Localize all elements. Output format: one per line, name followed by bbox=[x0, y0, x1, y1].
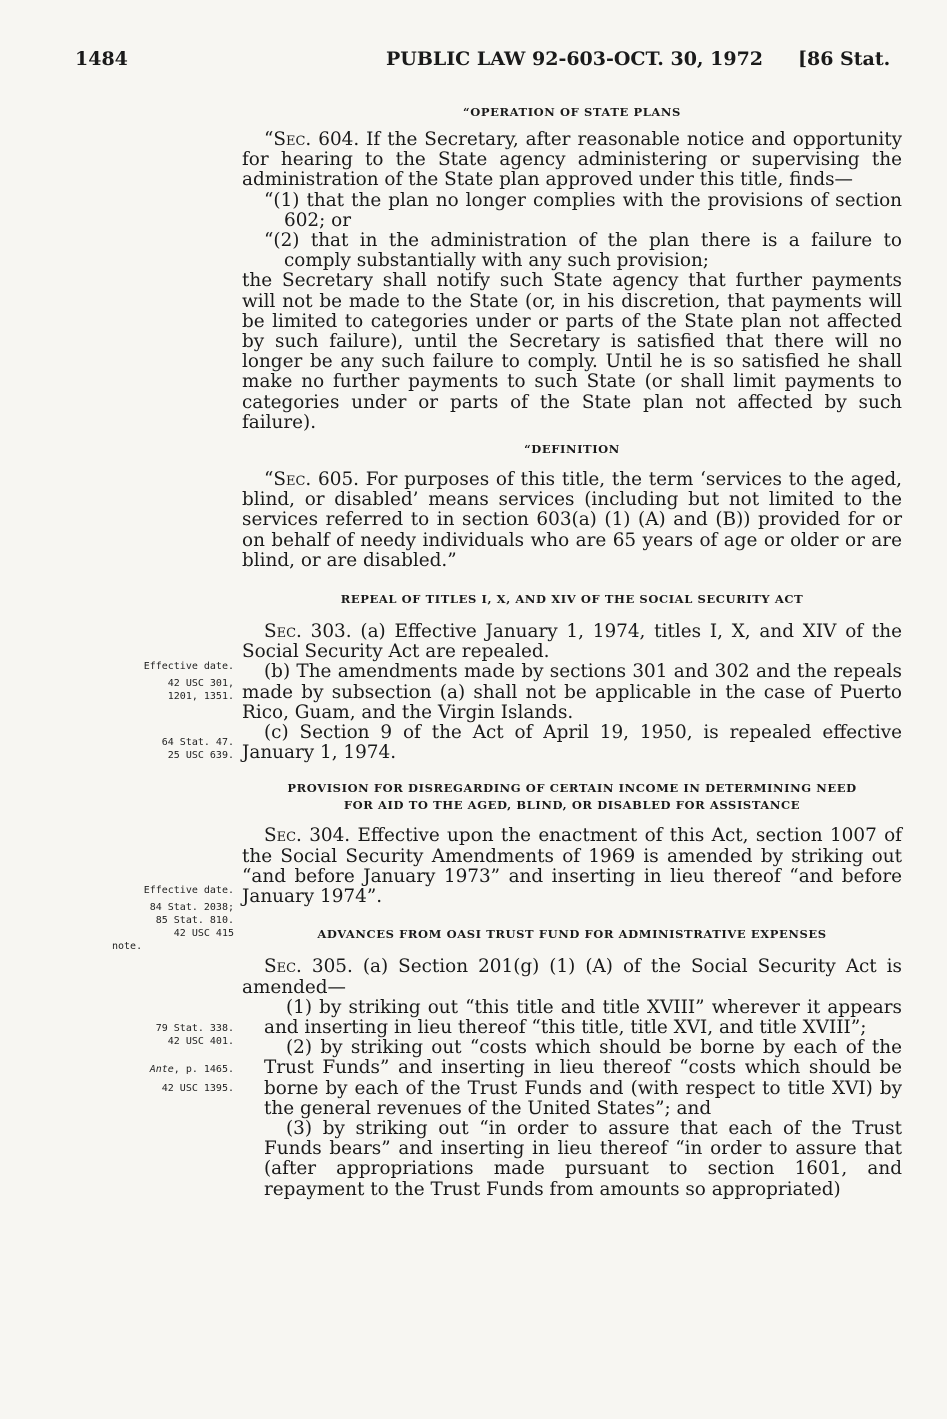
margin-line: 25 USC 639. bbox=[167, 750, 234, 761]
margin-note-sec303c bbox=[62, 736, 234, 762]
sec604-item-2: “(2) that in the administration of the plan there is a failure to comply substantially with any such provision; bbox=[264, 230, 902, 272]
margin-line: note. bbox=[112, 941, 143, 952]
margin-line: Effective date. bbox=[143, 885, 234, 896]
sec305-item-2: (2) by striking out “costs which should be borne by each of the Trust Funds” and inserting in lieu thereof “costs which should be borne by each of the Trust Funds and (with respect to title XVI) by the general revenues of the United States”; and bbox=[264, 1037, 902, 1119]
margin-note-sec303a bbox=[62, 660, 234, 703]
sec305-item-1: (1) by striking out “this title and title XVIII” wherever it appears and inserting in lieu thereof “this title, title XVI, and title XVIII”; bbox=[264, 996, 902, 1038]
margin-line: 64 Stat. 47. bbox=[161, 737, 234, 748]
sec604-heading: “OPERATION OF STATE PLANS bbox=[463, 105, 681, 119]
main-text bbox=[242, 98, 902, 1200]
margin-line: 79 Stat. 338. bbox=[155, 1023, 234, 1034]
sec305-heading: ADVANCES FROM OASI TRUST FUND FOR ADMINISTRATIVE EXPENSES bbox=[317, 927, 827, 942]
margin-ante: Ante bbox=[149, 1064, 174, 1075]
running-title: PUBLIC LAW 92-603-OCT. 30, 1972 bbox=[386, 48, 764, 70]
sec305-item-3: (3) by striking out “in order to assure that each of the Trust Funds bears” and inserting in lieu thereof “in order to assure that (after appropriations made pursuant to section 1601, and repayment to the Trust Funds from amounts so appropriated) bbox=[264, 1117, 902, 1200]
sec305-lead-text: (a) Section 201(g) (1) (A) of the Social Security Act is amended— bbox=[242, 956, 902, 998]
sec604-tail: the Secretary shall notify such State agency that further payments will not be made to the State (or, in his discretion, that payments will be limited to categories under or parts of the State plan not affected by such failure), until the Secretary is satisfied that there will no longer be any such failure to comply. Until he is so satisfied he shall make no further payments to such State (or shall limit payments to categories under or parts of the State plan not affected by such failure). bbox=[242, 270, 902, 433]
sec304-number: Sec. 304. bbox=[264, 825, 351, 847]
margin-line: 42 USC 301, bbox=[167, 678, 234, 689]
margin-ante-page: , p. 1465. bbox=[173, 1064, 234, 1075]
sec605-text bbox=[242, 470, 902, 571]
page-number: 1484 bbox=[75, 48, 128, 70]
margin-note-sec305 bbox=[62, 1022, 234, 1048]
sec605-number: “Sec. 605. bbox=[264, 469, 359, 491]
sec303-b: (b) The amendments made by sections 301 and 302 and the repeals made by subsection (a) shall not be applicable in the case of Puerto Rico, Guam, and the Virgin Islands. bbox=[242, 661, 902, 723]
margin-note-sec305-b bbox=[62, 1082, 234, 1095]
margin-line: 85 Stat. 810. bbox=[155, 915, 234, 926]
sec605-heading: “DEFINITION bbox=[524, 442, 620, 457]
sec605-body: For purposes of this title, the term ‘services to the aged, blind, or disabled’ means services (including but not limited to the services referred to in section 603(a) (1) (A) and (B)) provided for or on behalf of needy individuals who are 65 years of age or older or are blind, or are disabled.” bbox=[242, 469, 902, 571]
sec604-lead-text: If the Secretary, after reasonable notice and opportunity for hearing to the State agency administering or supervising the administration of the State plan approved under this title, finds— bbox=[242, 129, 902, 191]
sec303-a-text: (a) Effective January 1, 1974, titles I, X, and XIV of the Social Security Act are repealed. bbox=[242, 621, 902, 663]
sec604-item-1: “(1) that the plan no longer complies with the provisions of section 602; or bbox=[264, 189, 902, 231]
sec303-c: (c) Section 9 of the Act of April 19, 1950, is repealed effective January 1, 1974. bbox=[242, 722, 902, 764]
margin-line: 42 USC 1395. bbox=[161, 1083, 234, 1094]
sec304-text bbox=[242, 826, 902, 907]
margin-note-sec304 bbox=[62, 884, 234, 953]
sec305-lead bbox=[242, 957, 902, 997]
margin-line: 42 USC 401. bbox=[167, 1036, 234, 1047]
sec303-a bbox=[242, 622, 902, 662]
sec304-body: Effective upon the enactment of this Act, section 1007 of the Social Security Amendments of 1969 is amended by striking out “and before January 1973” and inserting in lieu thereof “and before January 1974”. bbox=[242, 825, 902, 908]
sec305-number: Sec. 305. bbox=[264, 956, 353, 978]
margin-line: Effective date. bbox=[143, 661, 234, 672]
page-header bbox=[0, 48, 947, 78]
statute-reference: [86 Stat. bbox=[798, 48, 891, 70]
margin-line: 42 USC 415 bbox=[173, 928, 234, 939]
sec303-heading: REPEAL OF TITLES I, X, AND XIV OF THE SOCIAL SECURITY ACT bbox=[340, 592, 804, 607]
sec304-heading bbox=[242, 780, 902, 814]
sec303-number: Sec. 303. bbox=[264, 621, 352, 643]
margin-line: 1201, 1351. bbox=[167, 691, 234, 702]
sec304-heading-line2: FOR AID TO THE AGED, BLIND, OR DISABLED FOR ASSISTANCE bbox=[343, 798, 801, 813]
margin-line bbox=[62, 1063, 234, 1076]
sec304-heading-line1: PROVISION FOR DISREGARDING OF CERTAIN INCOME IN DETERMINING NEED bbox=[287, 781, 857, 796]
sec604-number: “Sec. 604. bbox=[264, 129, 360, 150]
margin-note-sec305-ante bbox=[62, 1063, 234, 1076]
margin-line: 84 Stat. 2038; bbox=[149, 902, 234, 913]
sec604-lead bbox=[242, 130, 902, 191]
